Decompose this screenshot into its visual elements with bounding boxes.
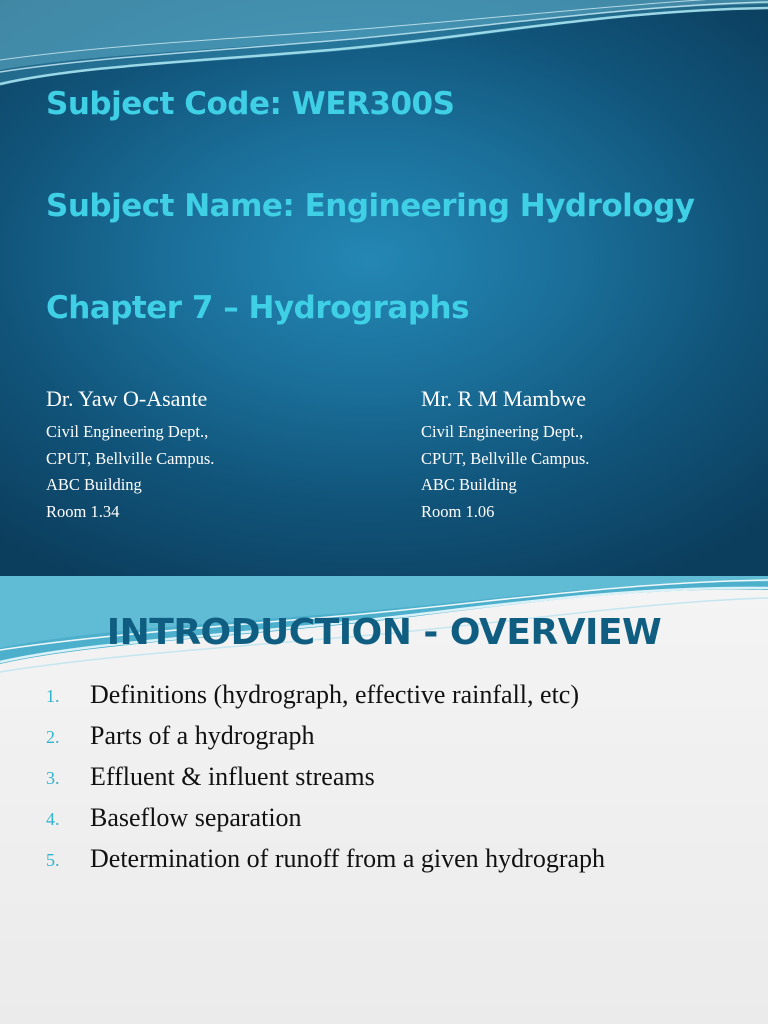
item-number: 3. (46, 768, 60, 788)
presenter-name: Mr. R M Mambwe (421, 386, 586, 411)
presenter-card (46, 386, 214, 525)
presenter-campus: CPUT, Bellville Campus. (421, 448, 590, 468)
presenter-card (421, 386, 589, 525)
presenter-building: ABC Building (46, 475, 142, 494)
item-number: 1. (46, 686, 60, 706)
presenter-room: Room 1.34 (46, 501, 120, 521)
item-number: 5. (46, 850, 60, 870)
item-number: 2. (46, 727, 60, 747)
presenter-room: Room 1.06 (421, 501, 495, 521)
item-text: Parts of a hydrograph (90, 721, 315, 750)
presenter-building: ABC Building (421, 475, 517, 494)
presenter-campus: CPUT, Bellville Campus. (46, 448, 215, 468)
presenter-dept: Civil Engineering Dept., (46, 422, 209, 441)
item-text: Determination of runoff from a given hydrograph (90, 844, 606, 873)
item-text: Baseflow separation (90, 803, 302, 832)
overview-slide (0, 576, 768, 1024)
presenter-name: Dr. Yaw O-Asante (46, 386, 208, 411)
item-text: Effluent & influent streams (90, 762, 375, 791)
item-number: 4. (46, 809, 60, 829)
subject-code: Subject Code: WER300S (46, 86, 455, 122)
chapter-title: Chapter 7 – Hydrographs (46, 290, 470, 326)
item-text: Definitions (hydrograph, effective rainfall, etc) (90, 680, 579, 709)
presenter-dept: Civil Engineering Dept., (421, 422, 584, 441)
subject-name: Subject Name: Engineering Hydrology (46, 188, 695, 224)
slide-title: INTRODUCTION - OVERVIEW (106, 612, 662, 653)
